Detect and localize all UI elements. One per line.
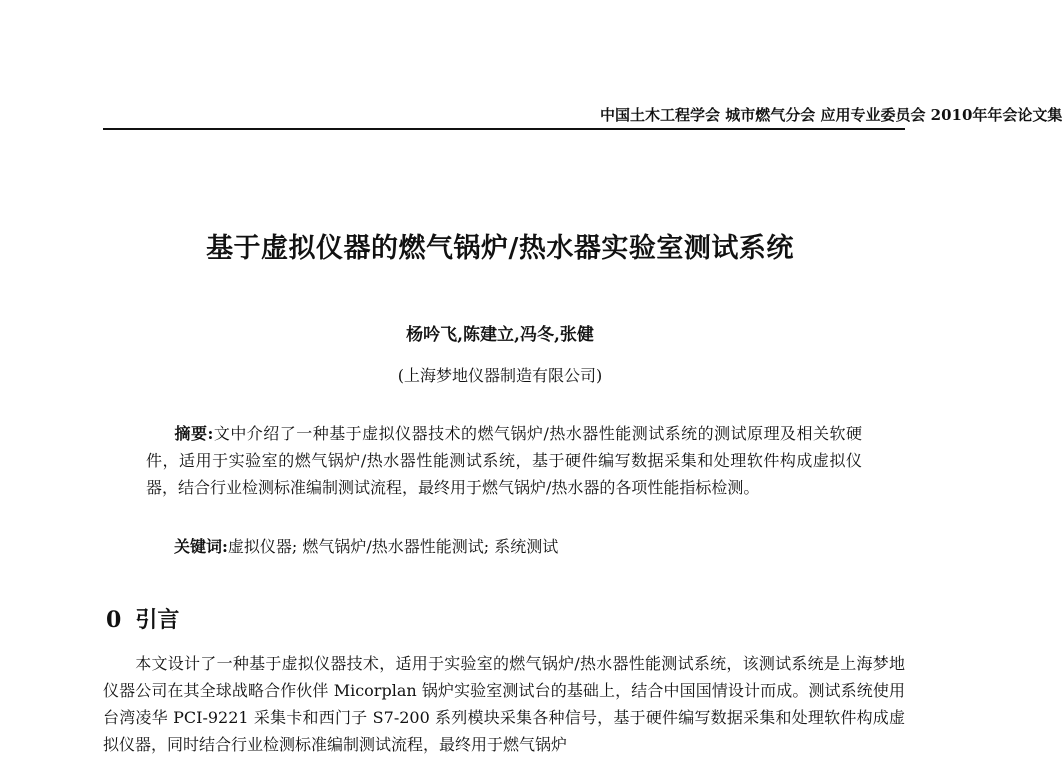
section-title: 引言: [135, 607, 180, 633]
body-paragraph: [103, 650, 905, 758]
affiliation: (上海梦地仪器制造有限公司): [397, 366, 603, 385]
abstract-label: 摘要:: [174, 424, 214, 443]
body-text: 本文设计了一种基于虚拟仪器技术，适用于实验室的燃气锅炉/热水器性能测试系统，该测试系统是上海梦地仪器公司在其全球战略合作伙伴 Micorplan 锅炉实验室测试台的基础上，结合中国国情设计而成。测试系统使用台湾凌华 PCI-9221 采集卡和西门子 S7-200 系列模块采集各种信号，基于硬件编写数据采集和处理软件构成虚拟仪器，同时结合行业检测标准编制测试流程，最终用于燃气锅炉: [103, 654, 905, 754]
section-number: 0: [106, 607, 122, 633]
abstract-text: 文中介绍了一种基于虚拟仪器技术的燃气锅炉/热水器性能测试系统的测试原理及相关软硬件，适用于实验室的燃气锅炉/热水器性能测试系统，基于硬件编写数据采集和处理软件构成虚拟仪器，结合行业检测标准编制测试流程，最终用于燃气锅炉/热水器的各项性能指标检测。: [146, 424, 862, 497]
running-header: 中国土木工程学会 城市燃气分会 应用专业委员会 2010年年会论文集: [600, 106, 1062, 124]
section-heading: [106, 603, 179, 634]
author-list: 杨吟飞,陈建立,冯冬,张健: [406, 325, 594, 345]
keywords: [174, 534, 558, 557]
keywords-text: 虚拟仪器; 燃气锅炉/热水器性能测试; 系统测试: [227, 537, 559, 556]
abstract: [146, 420, 862, 501]
header-rule: [103, 128, 905, 130]
paper-title: 基于虚拟仪器的燃气锅炉/热水器实验室测试系统: [206, 233, 794, 264]
keywords-label: 关键词:: [174, 537, 228, 556]
